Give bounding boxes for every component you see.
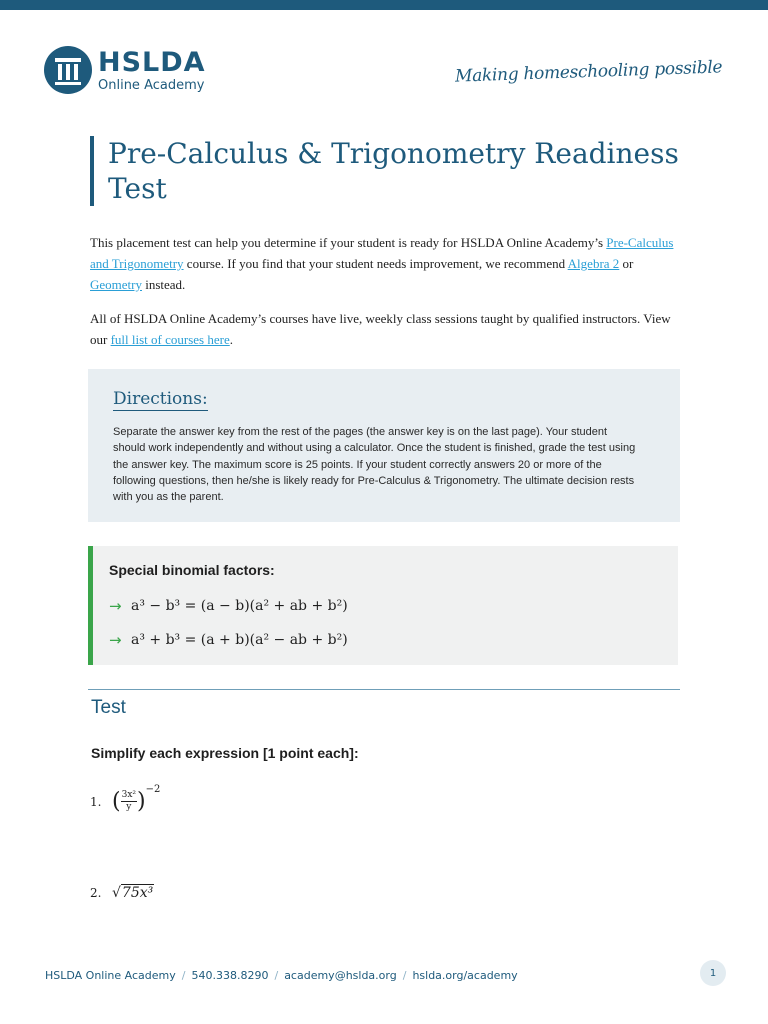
separator: / <box>181 969 186 982</box>
section-divider <box>88 689 680 690</box>
fraction <box>121 790 137 813</box>
footer-org: HSLDA Online Academy <box>45 969 176 982</box>
course-list-link[interactable]: full list of courses here <box>110 332 230 347</box>
directions-text: Separate the answer key from the rest of the pages (the answer key is on the last page). Your student should work independently and without using a calculator. Once the student is finished, grade the test using the answer key. The maximum score is 25 points. If your student correctly answers 20 or more of the following questions, then he/she is likely ready for Pre-Calculus & Trigonometry. The ultimate decision rests with you as the parent. <box>113 426 636 504</box>
question-2 <box>90 885 154 901</box>
page-number: 1 <box>700 960 726 986</box>
open-paren: ( <box>112 788 121 814</box>
test-heading: Test <box>91 697 126 718</box>
numerator: 3x² <box>121 790 137 800</box>
brand-name: HSLDA <box>98 46 206 78</box>
exponent: −2 <box>145 784 161 795</box>
close-paren: ) <box>137 788 146 814</box>
intro-text: instead. <box>141 277 186 292</box>
directions-box <box>88 369 680 522</box>
intro-paragraph-1 <box>90 232 680 295</box>
intro-text: . <box>229 332 233 347</box>
intro-paragraph-2 <box>90 308 680 350</box>
brand-subtitle: Online Academy <box>98 77 205 93</box>
intro-text: This placement test can help you determine if your student is ready for HSLDA Online Academy’s <box>90 235 607 250</box>
top-accent-bar <box>0 0 768 10</box>
intro-text: or <box>619 256 634 271</box>
binomial-title: Special binomial factors: <box>109 562 275 578</box>
arrow-right-icon: → <box>109 597 122 615</box>
footer-website[interactable]: hslda.org/academy <box>412 969 518 982</box>
separator: / <box>274 969 279 982</box>
column-logo-icon <box>44 46 92 94</box>
formula-difference-of-cubes: a³ − b³ = (a − b)(a² + ab + b²) <box>131 598 348 614</box>
separator: / <box>402 969 407 982</box>
binomial-formula-row <box>109 631 348 649</box>
intro-text: All of HSLDA Online Academy’s courses have live, weekly class sessions taught by qualified instructors. View our <box>90 311 671 347</box>
algebra-2-link[interactable]: Algebra 2 <box>567 256 620 271</box>
denominator: y <box>126 802 132 812</box>
intro-text: course. If you find that your student needs improvement, we recommend <box>183 256 568 271</box>
binomial-factors-box <box>88 546 678 665</box>
simplify-instruction: Simplify each expression [1 point each]: <box>91 745 359 761</box>
question-number: 1. <box>90 794 102 809</box>
title-block <box>90 136 708 206</box>
hslda-logo[interactable] <box>44 46 206 94</box>
formula-sum-of-cubes: a³ + b³ = (a + b)(a² − ab + b²) <box>131 632 348 648</box>
footer-email[interactable]: academy@hslda.org <box>284 969 397 982</box>
arrow-right-icon: → <box>109 631 122 649</box>
footer-phone[interactable]: 540.338.8290 <box>191 969 269 982</box>
tagline: Making homeschooling possible <box>454 57 723 87</box>
binomial-formula-row <box>109 597 348 615</box>
question-number: 2. <box>90 886 102 900</box>
question-1 <box>90 784 161 814</box>
page-title: Pre-Calculus & Trigonometry Readiness Test <box>108 137 679 205</box>
square-root: √75x³ <box>112 885 154 901</box>
geometry-link[interactable]: Geometry <box>90 277 142 292</box>
directions-title: Directions: <box>113 389 208 409</box>
precalc-course-link[interactable]: Pre-Calculus and Trigonometry <box>90 235 674 271</box>
footer <box>45 969 518 982</box>
radicand: 75x³ <box>121 885 154 901</box>
